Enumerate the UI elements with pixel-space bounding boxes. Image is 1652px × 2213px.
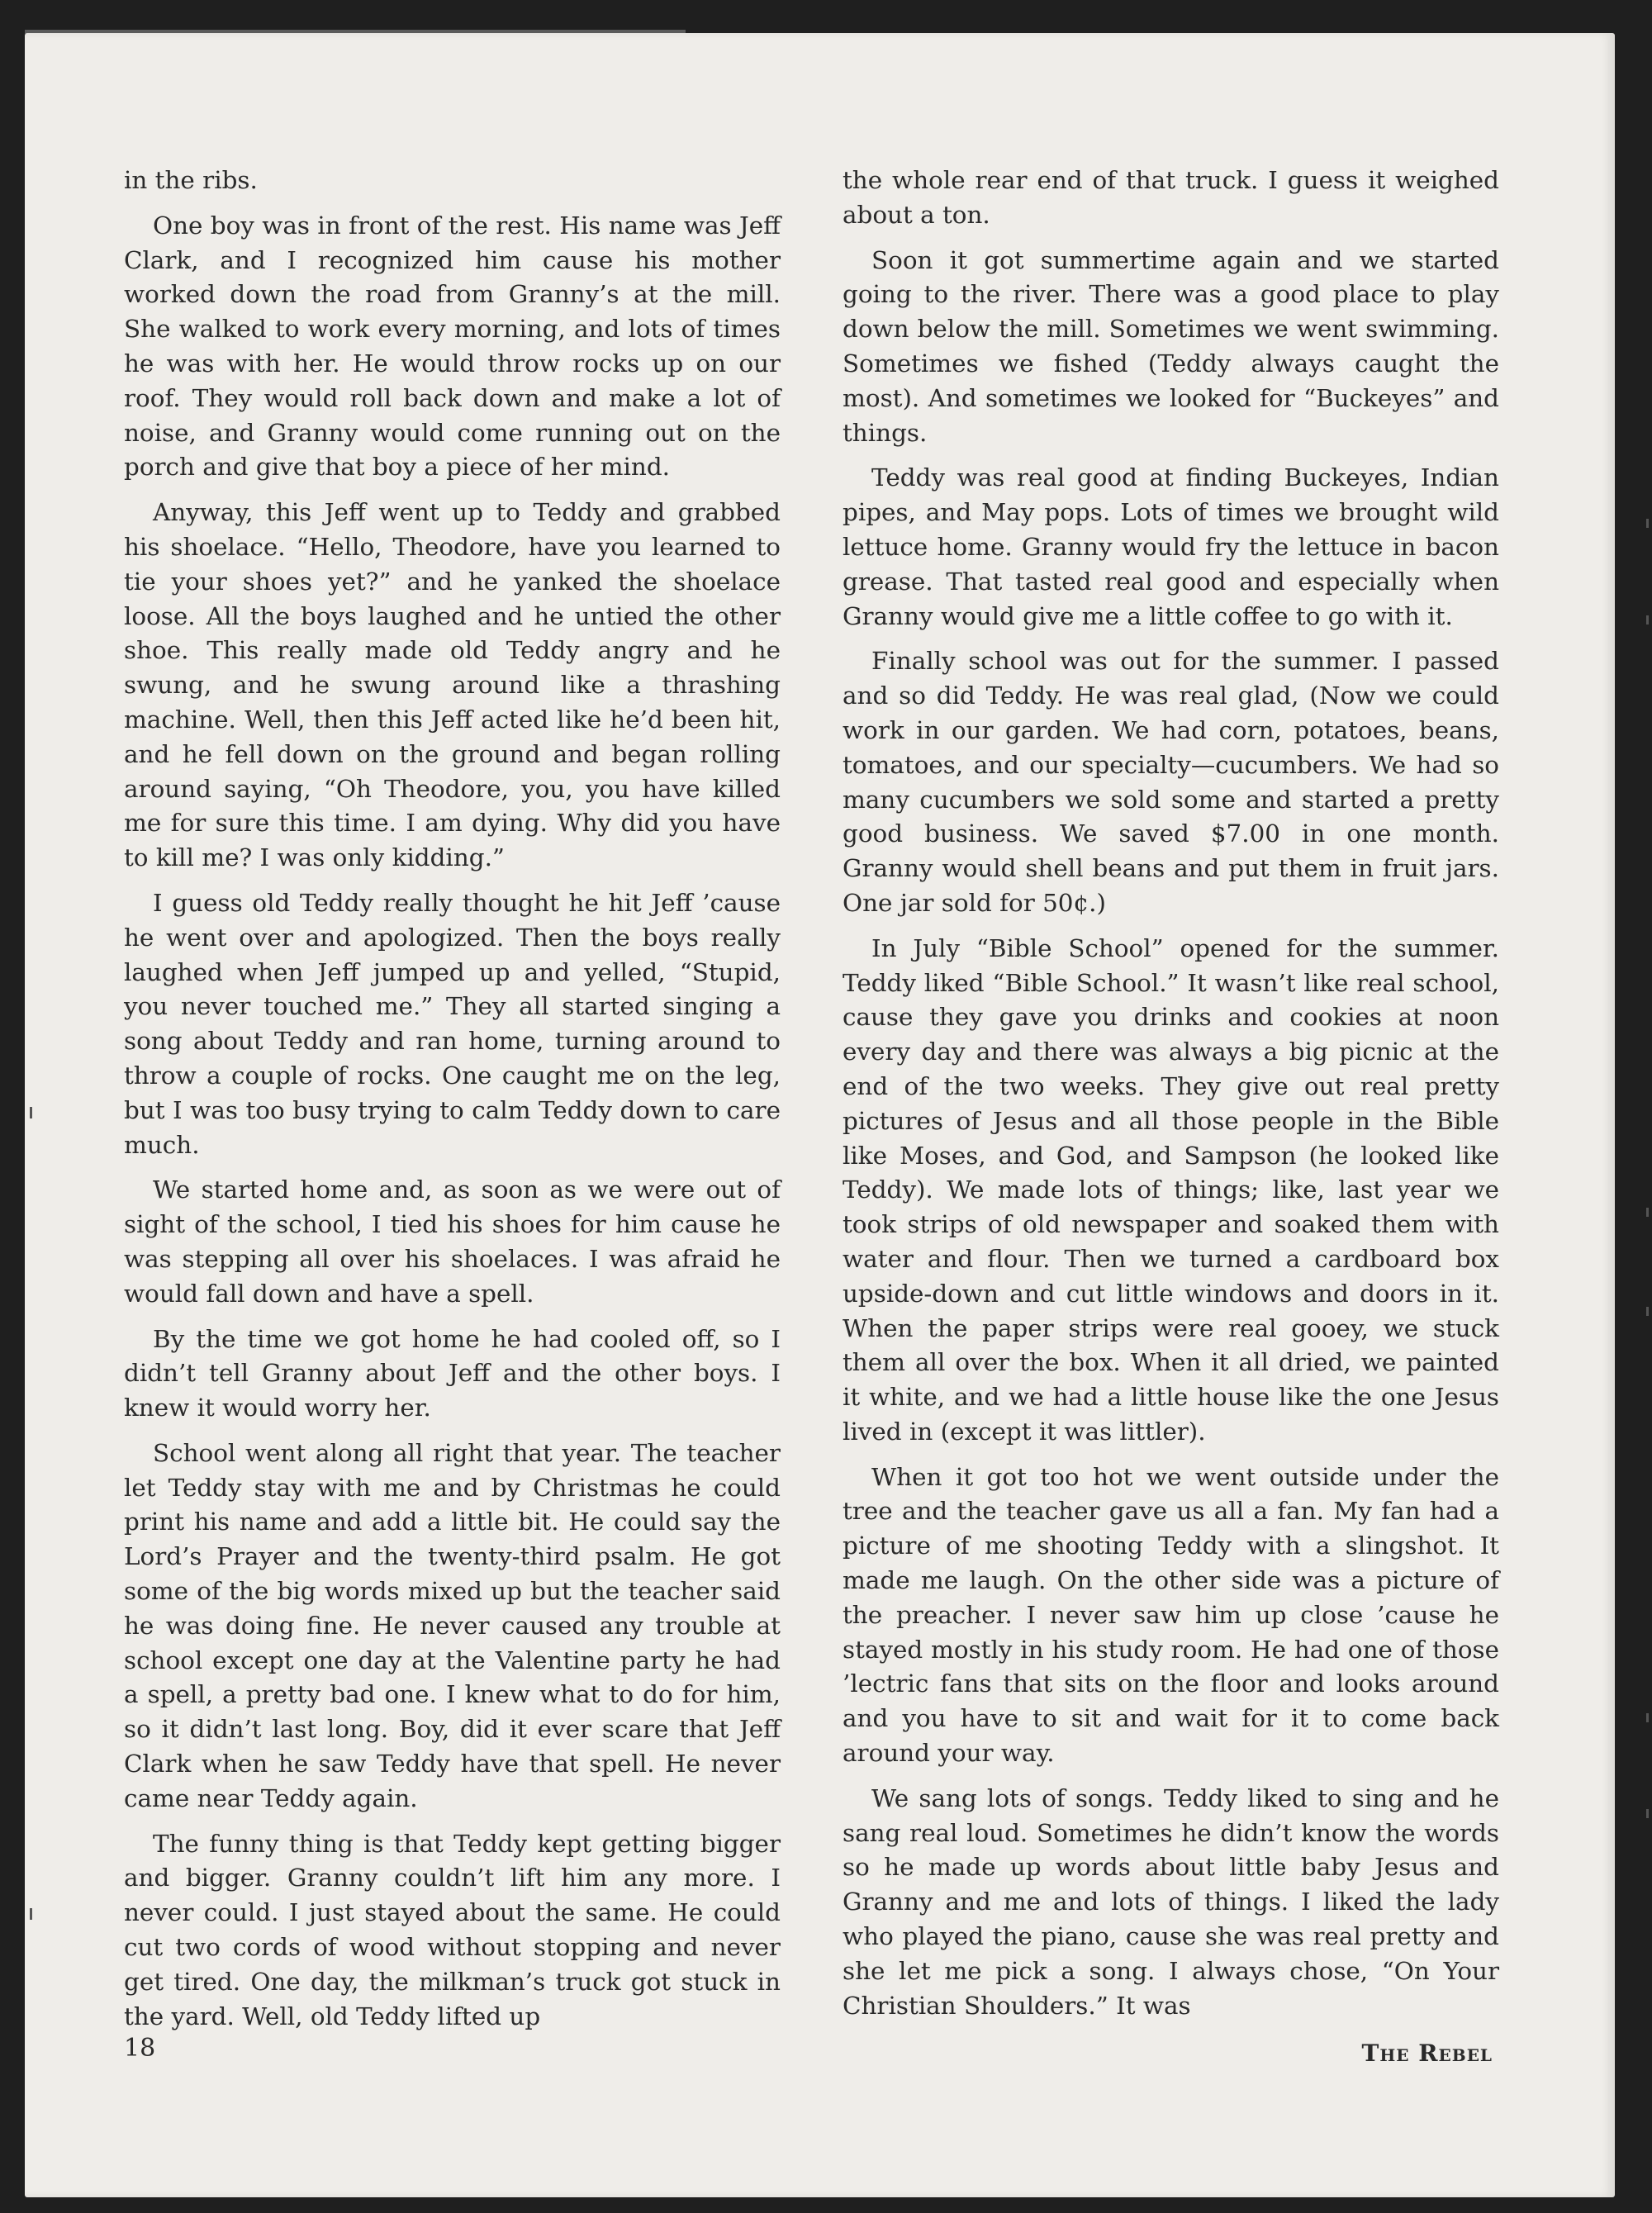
paragraph: the whole rear end of that truck. I guess it weighed about a ton. — [843, 166, 1499, 229]
margin-mark — [1646, 1713, 1649, 1722]
paragraph: We started home and, as soon as we were out of sight of the school, I tied his shoes for him cause he was stepping all over his shoelaces. I was afraid he would fall down and have a spell. — [124, 1175, 781, 1308]
margin-mark — [1646, 1307, 1649, 1316]
margin-mark — [30, 1908, 32, 1920]
paragraph: The funny thing is that Teddy kept getting bigger and bigger. Granny couldn’t lift him any more. I never could. I just stayed about the same. He could cut two cords of wood without stopping and never get tired. One day, the milkman’s truck got stuck in the yard. Well, old Teddy lifted up — [124, 1829, 781, 2030]
paragraph: School went along all right that year. The teacher let Teddy stay with me and by Christmas he could print his name and add a little bit. He could say the Lord’s Prayer and the twenty-third psalm. He got some of the big words mixed up but the teacher said he was doing fine. He never caused any trouble at school except one day at the Valentine party he had a spell, a pretty bad one. I knew what to do for him, so it didn’t last long. Boy, did it ever scare that Jeff Clark when he saw Teddy have that spell. He never came near Teddy again. — [124, 1438, 781, 1812]
margin-mark — [1646, 1809, 1649, 1818]
paragraph: Teddy was real good at finding Buckeyes, Indian pipes, and May pops. Lots of times we brought wild lettuce home. Granny would fry the lettuce in bacon grease. That tasted real good and especially when Granny would give me a little coffee to go with it. — [843, 463, 1499, 630]
publication-title: The Rebel — [1361, 2040, 1493, 2067]
paragraph: In July “Bible School” opened for the summer. Teddy liked “Bible School.” It wasn’t like real school, cause they gave you drinks and cookies at noon every day and there was always a big picnic at the end of the two weeks. They give out real pretty pictures of Jesus and all those people in the Bible like Moses, and God, and Sampson (he looked like Teddy). We made lots of things; like, last year we took strips of old newspaper and soaked them with water and flour. Then we turned a cardboard box upside-down and cut little windows and doors in it. When the paper strips were real gooey, we stuck them all over the box. When it all dried, we painted it white, and we had a little house like the one Jesus lived in (except it was littler). — [843, 933, 1499, 1446]
left-column — [124, 164, 781, 2044]
paragraph: in the ribs. — [124, 166, 258, 194]
paragraph: I guess old Teddy really thought he hit Jeff ’cause he went over and apologized. Then the boys really laughed when Jeff jumped up and yelled, “Stupid, you never touched me.” They all started singing a song about Teddy and ran home, turning around to throw a couple of rocks. One caught me on the leg, but I was too busy trying to calm Teddy down to care much. — [124, 888, 781, 1159]
paragraph: One boy was in front of the rest. His name was Jeff Clark, and I recognized him cause his mother worked down the road from Granny’s at the mill. She walked to work every morning, and lots of times he was with her. He would throw rocks up on our roof. They would roll back down and make a lot of noise, and Granny would come running out on the porch and give that boy a piece of her mind. — [124, 211, 781, 482]
paragraph: Finally school was out for the summer. I passed and so did Teddy. He was real glad, (Now we could work in our garden. We had corn, potatoes, beans, tomatoes, and our specialty—cucumbers. We had so many cucumbers we sold some and started a pretty good business. We saved $7.00 in one month. Granny would shell beans and put them in fruit jars. One jar sold for 50¢.) — [843, 647, 1499, 917]
right-column — [843, 164, 1499, 2034]
margin-mark — [1646, 615, 1649, 624]
margin-mark — [30, 1107, 32, 1118]
paragraph: By the time we got home he had cooled off, so I didn’t tell Granny about Jeff and the other boys. I knew it would worry her. — [124, 1324, 781, 1422]
paragraph: Anyway, this Jeff went up to Teddy and grabbed his shoelace. “Hello, Theodore, have you learned to tie your shoes yet?” and he yanked the shoelace loose. All the boys laughed and he untied the other shoe. This really made old Teddy angry and he swung, and he swung around like a thrashing machine. Well, then this Jeff acted like he’d been hit, and he fell down on the ground and began rolling around saying, “Oh Theodore, you, you have killed me for sure this time. I am dying. Why did you have to kill me? I was only kidding.” — [124, 498, 781, 872]
margin-mark — [1646, 519, 1649, 528]
margin-mark — [1646, 1208, 1649, 1217]
paragraph: When it got too hot we went outside under the tree and the teacher gave us all a fan. My fan had a picture of me shooting Teddy with a slingshot. It made me laugh. On the other side was a picture of the preacher. I never saw him up close ’cause he stayed mostly in his study room. He had one of those ’lectric fans that sits on the floor and looks around and you have to sit and wait for it to come back around your way. — [843, 1462, 1499, 1768]
paragraph: Soon it got summertime again and we started going to the river. There was a good place to play down below the mill. Sometimes we went swimming. Sometimes we fished (Teddy always caught the most). And sometimes we looked for “Buckeyes” and things. — [843, 245, 1499, 447]
paragraph: We sang lots of songs. Teddy liked to sing and he sang real loud. Sometimes he didn’t know the words so he made up words about little baby Jesus and Granny and me and lots of things. I liked the lady who played the piano, cause she was real pretty and she let me pick a song. I always chose, “On Your Christian Shoulders.” It was — [843, 1783, 1499, 2020]
page-number: 18 — [124, 2034, 156, 2063]
